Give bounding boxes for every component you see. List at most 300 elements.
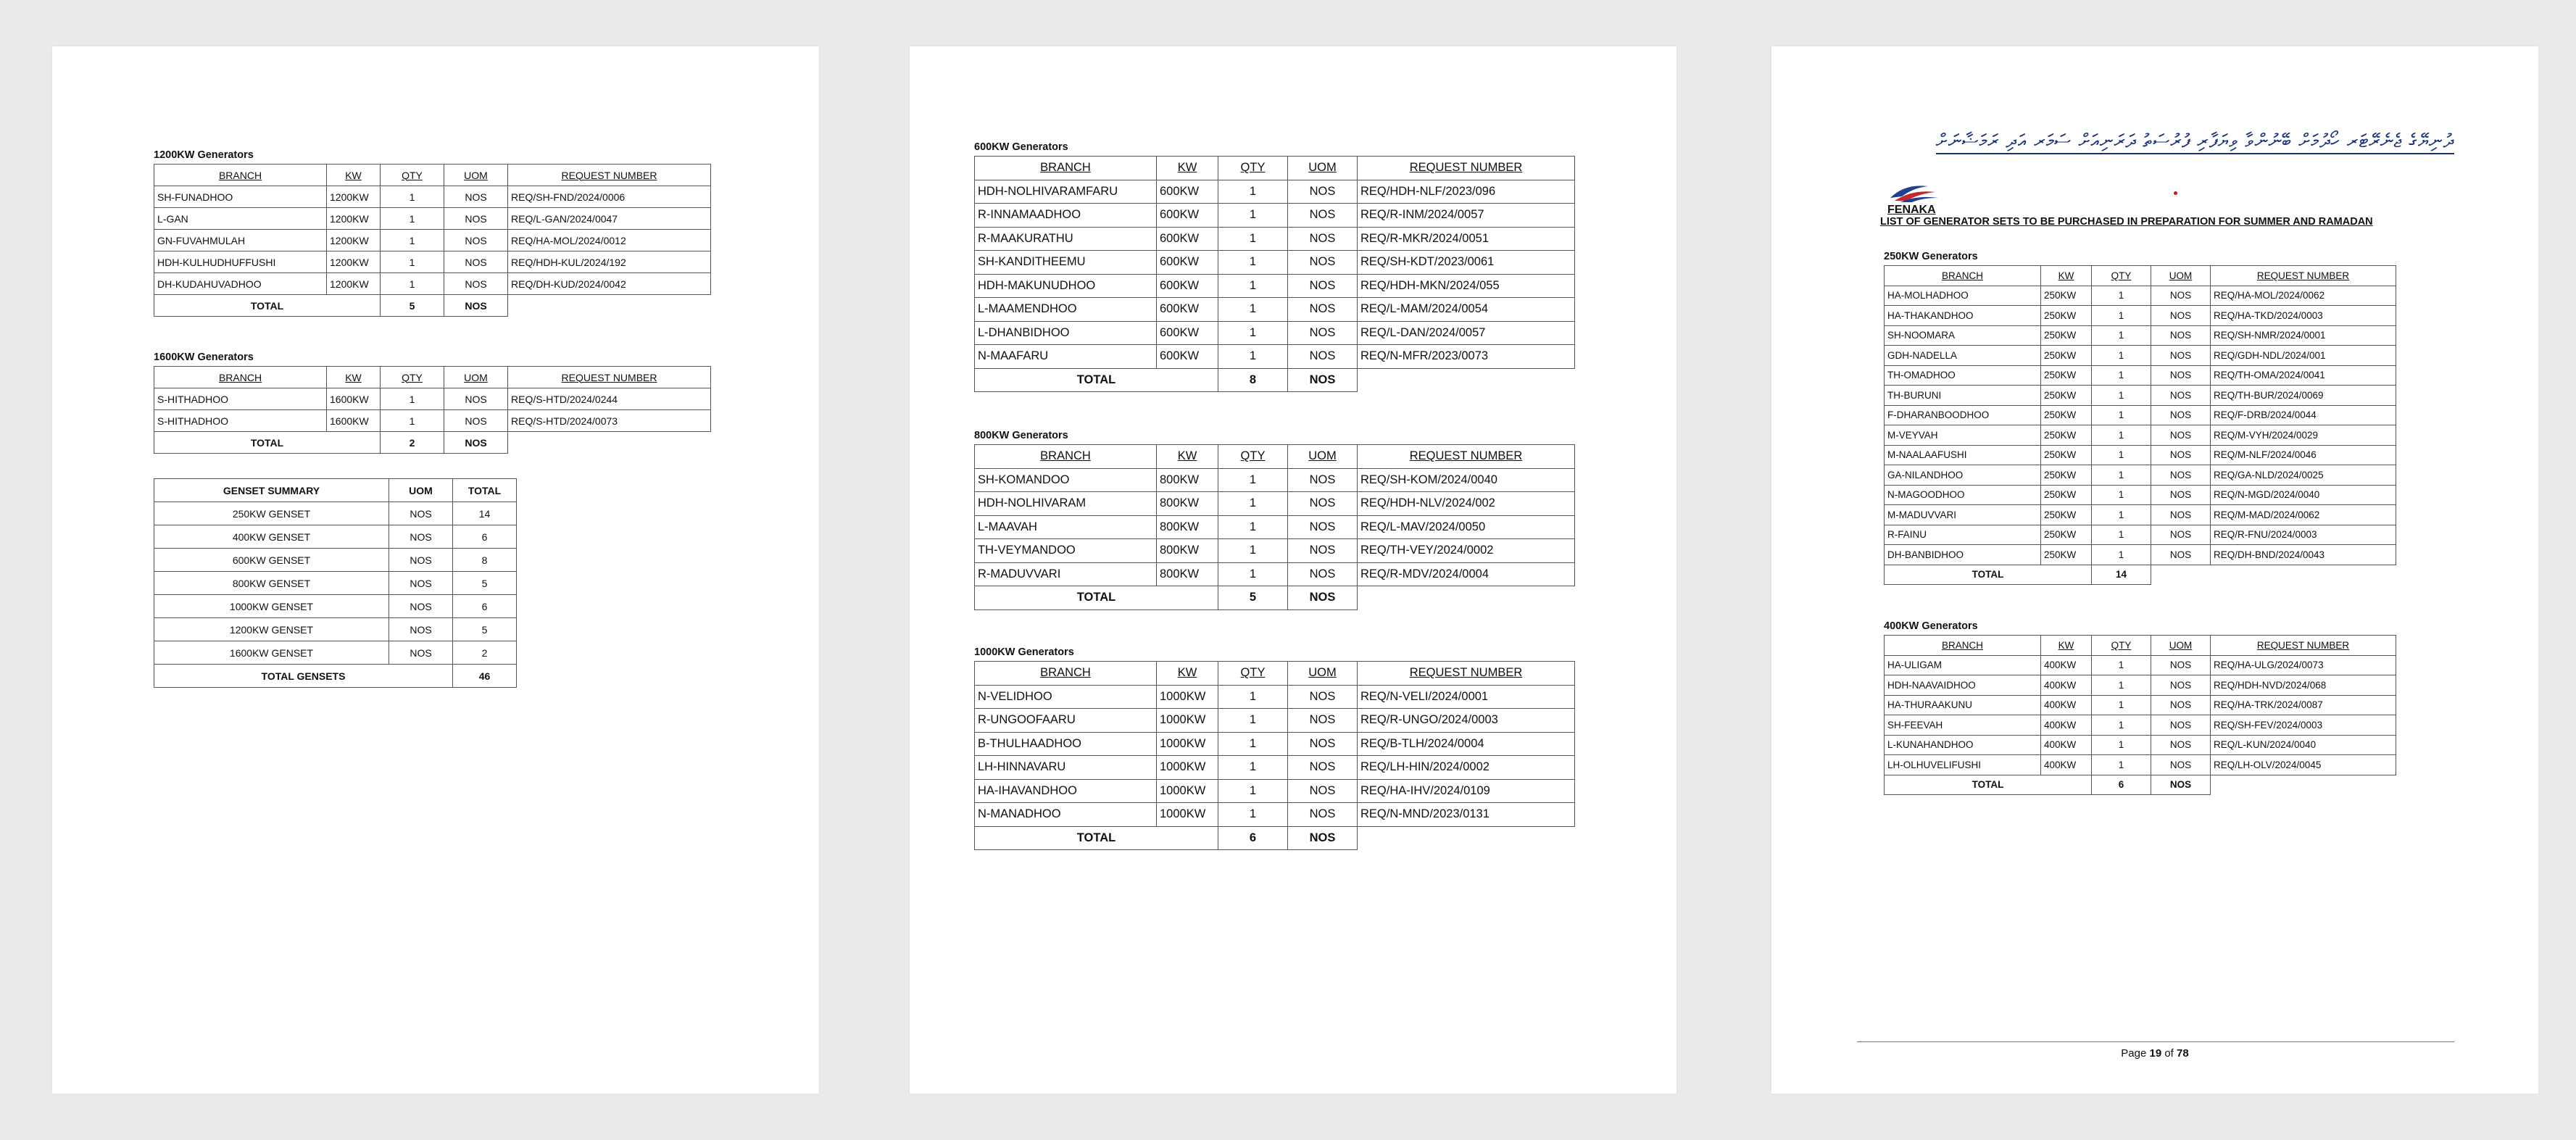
summary-row	[154, 502, 517, 525]
table-row	[1885, 286, 2396, 306]
table-cell: 1	[2092, 346, 2151, 366]
table-cell: REQ/B-TLH/2024/0004	[1358, 732, 1575, 756]
table-cell: 800KW	[1157, 562, 1218, 586]
table-cell: 1	[2092, 505, 2151, 525]
logo-mark-icon	[1887, 180, 1954, 204]
table-cell: HDH-KULHUDHUFFUSHI	[154, 251, 327, 273]
column-header: REQUEST NUMBER	[1358, 662, 1575, 686]
total-uom: NOS	[1288, 586, 1358, 610]
table-cell: TH-OMADHOO	[1885, 365, 2041, 386]
table-row	[154, 273, 711, 295]
total-qty: 5	[381, 295, 444, 317]
table-cell: REQ/N-MND/2023/0131	[1358, 803, 1575, 827]
table-cell: REQ/S-HTD/2024/0244	[508, 388, 711, 410]
table-cell: REQ/HDH-NLV/2024/002	[1358, 492, 1575, 516]
table-cell: NOS	[444, 208, 508, 230]
total-blank-cell	[1358, 586, 1575, 610]
section-title: 1600KW Generators	[154, 351, 254, 363]
table-cell: NOS	[1288, 298, 1358, 322]
summary-row	[154, 549, 517, 572]
section-800kw	[974, 430, 1575, 610]
section-title: 800KW Generators	[974, 430, 1068, 441]
table-cell: R-UNGOOFAARU	[975, 709, 1157, 733]
table-cell: NOS	[2151, 715, 2211, 736]
section-title: 600KW Generators	[974, 141, 1068, 153]
table-cell: 800KW	[1157, 515, 1218, 539]
table-cell: 1	[1218, 709, 1288, 733]
footer-of: of	[2161, 1047, 2177, 1060]
table-cell: REQ/L-MAV/2024/0050	[1358, 515, 1575, 539]
table-row	[975, 227, 1575, 251]
table-cell: NOS	[1288, 274, 1358, 298]
table-row	[1885, 465, 2396, 486]
total-uom: NOS	[1288, 368, 1358, 392]
summary-cell: 2	[453, 641, 517, 665]
table-row	[154, 410, 711, 432]
table-cell: S-HITHADHOO	[154, 410, 327, 432]
table-cell: SH-NOOMARA	[1885, 325, 2041, 346]
column-header: KW	[327, 367, 381, 388]
red-dot-mark	[2174, 191, 2177, 195]
summary-cell: 400KW GENSET	[154, 525, 389, 549]
table-row	[1885, 755, 2396, 775]
table-cell: REQ/GA-NLD/2024/0025	[2211, 465, 2396, 486]
table-cell: 1	[2092, 485, 2151, 505]
column-header: QTY	[1218, 157, 1288, 180]
table-cell: 1000KW	[1157, 732, 1218, 756]
table-row	[975, 251, 1575, 275]
table-cell: 1	[2092, 755, 2151, 775]
table-cell: 600KW	[1157, 227, 1218, 251]
table-cell: REQ/TH-OMA/2024/0041	[2211, 365, 2396, 386]
column-header: BRANCH	[975, 157, 1157, 180]
table-cell: 800KW	[1157, 468, 1218, 492]
table-cell: 800KW	[1157, 492, 1218, 516]
table-cell: 600KW	[1157, 204, 1218, 228]
table-cell: REQ/HDH-MKN/2024/055	[1358, 274, 1575, 298]
section-title: 400KW Generators	[1884, 620, 1978, 632]
table-cell: 1	[2092, 286, 2151, 306]
table-row	[154, 251, 711, 273]
table-cell: 1000KW	[1157, 756, 1218, 780]
table-cell: 1200KW	[327, 273, 381, 295]
table-cell: R-FAINU	[1885, 525, 2041, 545]
summary-cell: 600KW GENSET	[154, 549, 389, 572]
total-uom: NOS	[2151, 775, 2211, 795]
column-header: BRANCH	[1885, 266, 2041, 286]
table-cell: REQ/SH-NMR/2024/0001	[2211, 325, 2396, 346]
table-header-row	[1885, 636, 2396, 656]
table-cell: NOS	[2151, 735, 2211, 755]
table-cell: DH-BANBIDHOO	[1885, 545, 2041, 565]
table-cell: NOS	[1288, 251, 1358, 275]
table-cell: NOS	[2151, 286, 2211, 306]
table-row	[1885, 485, 2396, 505]
summary-cell: 14	[453, 502, 517, 525]
table-cell: 1	[1218, 492, 1288, 516]
table-cell: REQ/M-VYH/2024/0029	[2211, 425, 2396, 446]
table-cell: 1	[381, 410, 444, 432]
table-cell: 1	[1218, 251, 1288, 275]
column-header: UOM	[2151, 636, 2211, 656]
table-cell: REQ/R-MDV/2024/0004	[1358, 562, 1575, 586]
table-cell: 600KW	[1157, 345, 1218, 369]
table-cell: 800KW	[1157, 539, 1218, 563]
table-cell: HA-IHAVANDHOO	[975, 779, 1157, 803]
total-blank-cell	[2211, 775, 2396, 795]
table-cell: 1	[1218, 274, 1288, 298]
table-cell: 1	[2092, 306, 2151, 326]
table-cell: GDH-NADELLA	[1885, 346, 2041, 366]
total-blank-cell	[508, 432, 711, 454]
table-cell: HDH-NAAVAIDHOO	[1885, 675, 2041, 696]
summary-cell: 6	[453, 595, 517, 618]
table-cell: NOS	[1288, 732, 1358, 756]
summary-header-row	[154, 479, 517, 502]
table-cell: 1	[2092, 405, 2151, 425]
table-row	[975, 709, 1575, 733]
total-label: TOTAL	[154, 432, 381, 454]
page-footer	[1771, 1047, 2538, 1060]
genset-summary-table	[154, 478, 517, 688]
table-cell: REQ/SH-KDT/2023/0061	[1358, 251, 1575, 275]
table-cell: 400KW	[2041, 755, 2092, 775]
table-cell: REQ/HA-ULG/2024/0073	[2211, 655, 2396, 675]
summary-row	[154, 525, 517, 549]
table-cell: REQ/TH-BUR/2024/0069	[2211, 386, 2396, 406]
table-cell: HDH-NOLHIVARAMFARU	[975, 180, 1157, 204]
total-row	[154, 432, 711, 454]
table-header-row	[154, 367, 711, 388]
fenaka-logo	[1887, 180, 1954, 217]
table-cell: 1	[2092, 675, 2151, 696]
table-cell: N-MAGOODHOO	[1885, 485, 2041, 505]
table-cell: 1	[2092, 545, 2151, 565]
column-header: BRANCH	[1885, 636, 2041, 656]
table-cell: NOS	[2151, 655, 2211, 675]
table-cell: REQ/L-DAN/2024/0057	[1358, 321, 1575, 345]
table-cell: NOS	[1288, 562, 1358, 586]
table-cell: NOS	[1288, 180, 1358, 204]
table-cell: NOS	[444, 410, 508, 432]
column-header: REQUEST NUMBER	[508, 367, 711, 388]
total-label: TOTAL	[975, 586, 1218, 610]
summary-row	[154, 572, 517, 595]
column-header: BRANCH	[154, 367, 327, 388]
total-row	[975, 586, 1575, 610]
table-cell: GN-FUVAHMULAH	[154, 230, 327, 251]
summary-total-label: TOTAL GENSETS	[154, 665, 453, 688]
generator-table	[154, 164, 711, 317]
table-cell: REQ/HA-TKD/2024/0003	[2211, 306, 2396, 326]
table-cell: 1	[1218, 562, 1288, 586]
total-row	[1885, 775, 2396, 795]
table-cell: NOS	[444, 230, 508, 251]
table-cell: NOS	[1288, 345, 1358, 369]
table-cell: NOS	[444, 251, 508, 273]
section-400kw	[1884, 620, 2396, 795]
table-cell: 250KW	[2041, 505, 2092, 525]
generator-table	[1884, 635, 2396, 795]
table-cell: 1	[2092, 695, 2151, 715]
table-cell: NOS	[444, 273, 508, 295]
total-label: TOTAL	[1885, 565, 2092, 585]
table-cell: 1000KW	[1157, 685, 1218, 709]
table-cell: HDH-NOLHIVARAM	[975, 492, 1157, 516]
summary-row	[154, 618, 517, 641]
table-row	[1885, 655, 2396, 675]
table-row	[975, 803, 1575, 827]
table-cell: REQ/HA-TRK/2024/0087	[2211, 695, 2396, 715]
summary-header-cell: UOM	[389, 479, 453, 502]
section-genset-summary	[154, 478, 517, 688]
table-cell: 1	[1218, 298, 1288, 322]
table-cell: SH-FEEVAH	[1885, 715, 2041, 736]
table-cell: 400KW	[2041, 735, 2092, 755]
table-header-row	[1885, 266, 2396, 286]
section-1200kw	[154, 149, 711, 317]
table-cell: NOS	[1288, 539, 1358, 563]
column-header: REQUEST NUMBER	[508, 165, 711, 186]
table-cell: NOS	[2151, 505, 2211, 525]
table-cell: 400KW	[2041, 655, 2092, 675]
table-cell: REQ/R-FNU/2024/0003	[2211, 525, 2396, 545]
table-cell: 1000KW	[1157, 803, 1218, 827]
table-cell: 250KW	[2041, 365, 2092, 386]
table-cell: REQ/L-MAM/2024/0054	[1358, 298, 1575, 322]
total-row	[975, 826, 1575, 850]
table-cell: REQ/R-UNGO/2024/0003	[1358, 709, 1575, 733]
table-cell: NOS	[2151, 346, 2211, 366]
table-cell: REQ/N-VELI/2024/0001	[1358, 685, 1575, 709]
column-header: UOM	[1288, 157, 1358, 180]
table-cell: NOS	[2151, 525, 2211, 545]
table-cell: NOS	[2151, 425, 2211, 446]
summary-cell: 1600KW GENSET	[154, 641, 389, 665]
summary-header-cell: GENSET SUMMARY	[154, 479, 389, 502]
summary-cell: 8	[453, 549, 517, 572]
table-row	[1885, 715, 2396, 736]
summary-cell: 6	[453, 525, 517, 549]
footer-divider	[1857, 1041, 2454, 1042]
table-row	[975, 515, 1575, 539]
table-cell: HA-THAKANDHOO	[1885, 306, 2041, 326]
table-cell: 1	[1218, 345, 1288, 369]
table-cell: NOS	[1288, 756, 1358, 780]
table-cell: 400KW	[2041, 715, 2092, 736]
table-cell: L-GAN	[154, 208, 327, 230]
table-cell: NOS	[2151, 465, 2211, 486]
table-cell: 1600KW	[327, 410, 381, 432]
table-cell: NOS	[2151, 755, 2211, 775]
table-cell: 1	[1218, 539, 1288, 563]
generator-table	[974, 661, 1575, 850]
summary-cell: 1200KW GENSET	[154, 618, 389, 641]
column-header: REQUEST NUMBER	[2211, 636, 2396, 656]
column-header: KW	[1157, 662, 1218, 686]
table-cell: 1	[2092, 325, 2151, 346]
table-cell: 1	[2092, 465, 2151, 486]
total-qty: 5	[1218, 586, 1288, 610]
table-row	[154, 186, 711, 208]
total-qty: 2	[381, 432, 444, 454]
table-cell: REQ/L-GAN/2024/0047	[508, 208, 711, 230]
table-row	[1885, 386, 2396, 406]
table-row	[975, 298, 1575, 322]
column-header: BRANCH	[154, 165, 327, 186]
table-cell: 1	[381, 273, 444, 295]
table-cell: 1	[1218, 321, 1288, 345]
table-cell: L-KUNAHANDHOO	[1885, 735, 2041, 755]
table-row	[975, 492, 1575, 516]
table-cell: REQ/HA-MOL/2024/0062	[2211, 286, 2396, 306]
generator-table	[154, 366, 711, 454]
table-cell: SH-KOMANDOO	[975, 468, 1157, 492]
table-cell: 1	[2092, 386, 2151, 406]
table-cell: 1000KW	[1157, 709, 1218, 733]
table-cell: LH-HINNAVARU	[975, 756, 1157, 780]
table-cell: REQ/DH-BND/2024/0043	[2211, 545, 2396, 565]
table-cell: REQ/LH-HIN/2024/0002	[1358, 756, 1575, 780]
column-header: REQUEST NUMBER	[1358, 157, 1575, 180]
column-header: UOM	[2151, 266, 2211, 286]
table-row	[1885, 545, 2396, 565]
table-cell: HDH-MAKUNUDHOO	[975, 274, 1157, 298]
table-cell: 1	[1218, 227, 1288, 251]
table-cell: NOS	[1288, 803, 1358, 827]
table-cell: REQ/HA-IHV/2024/0109	[1358, 779, 1575, 803]
column-header: QTY	[2092, 266, 2151, 286]
table-cell: REQ/HDH-KUL/2024/192	[508, 251, 711, 273]
column-header: UOM	[1288, 445, 1358, 469]
table-row	[1885, 346, 2396, 366]
table-row	[154, 208, 711, 230]
table-cell: 600KW	[1157, 321, 1218, 345]
column-header: UOM	[444, 367, 508, 388]
summary-cell: NOS	[389, 525, 453, 549]
table-cell: REQ/SH-FEV/2024/0003	[2211, 715, 2396, 736]
table-row	[1885, 445, 2396, 465]
table-cell: N-MANADHOO	[975, 803, 1157, 827]
table-cell: B-THULHAADHOO	[975, 732, 1157, 756]
table-cell: NOS	[444, 388, 508, 410]
table-cell: REQ/DH-KUD/2024/0042	[508, 273, 711, 295]
table-cell: NOS	[2151, 545, 2211, 565]
total-uom: NOS	[444, 295, 508, 317]
table-cell: 1	[2092, 425, 2151, 446]
table-cell: 250KW	[2041, 325, 2092, 346]
table-cell: 400KW	[2041, 675, 2092, 696]
table-row	[154, 230, 711, 251]
summary-cell: 1000KW GENSET	[154, 595, 389, 618]
table-cell: 1	[381, 208, 444, 230]
table-row	[975, 539, 1575, 563]
column-header: QTY	[381, 367, 444, 388]
table-cell: 1200KW	[327, 251, 381, 273]
table-cell: M-VEYVAH	[1885, 425, 2041, 446]
table-cell: 1000KW	[1157, 779, 1218, 803]
table-cell: NOS	[2151, 306, 2211, 326]
table-cell: HA-MOLHADHOO	[1885, 286, 2041, 306]
column-header: UOM	[444, 165, 508, 186]
column-header: BRANCH	[975, 662, 1157, 686]
column-header: UOM	[1288, 662, 1358, 686]
table-cell: F-DHARANBOODHOO	[1885, 405, 2041, 425]
table-cell: TH-VEYMANDOO	[975, 539, 1157, 563]
table-cell: L-MAAVAH	[975, 515, 1157, 539]
total-blank-cell	[508, 295, 711, 317]
summary-cell: NOS	[389, 595, 453, 618]
table-cell: REQ/S-HTD/2024/0073	[508, 410, 711, 432]
table-cell: M-MADUVVARI	[1885, 505, 2041, 525]
table-cell: 1	[1218, 204, 1288, 228]
table-header-row	[975, 157, 1575, 180]
table-cell: 1	[1218, 468, 1288, 492]
total-label: TOTAL	[975, 826, 1218, 850]
table-cell: 250KW	[2041, 386, 2092, 406]
table-cell: REQ/N-MGD/2024/0040	[2211, 485, 2396, 505]
table-cell: NOS	[2151, 325, 2211, 346]
table-cell: 1200KW	[327, 186, 381, 208]
table-cell: S-HITHADHOO	[154, 388, 327, 410]
table-cell: R-INNAMAADHOO	[975, 204, 1157, 228]
summary-cell: 5	[453, 618, 517, 641]
table-cell: 250KW	[2041, 425, 2092, 446]
table-cell: NOS	[1288, 492, 1358, 516]
total-page-number: 78	[2177, 1047, 2189, 1060]
document-page-3	[1771, 46, 2538, 1094]
section-title: 1200KW Generators	[154, 149, 254, 161]
table-cell: 600KW	[1157, 180, 1218, 204]
table-cell: 250KW	[2041, 545, 2092, 565]
footer-prefix: Page	[2121, 1047, 2150, 1060]
table-cell: REQ/R-INM/2024/0057	[1358, 204, 1575, 228]
total-uom: NOS	[1288, 826, 1358, 850]
total-qty: 8	[1218, 368, 1288, 392]
table-cell: NOS	[2151, 485, 2211, 505]
table-cell: REQ/HDH-NLF/2023/096	[1358, 180, 1575, 204]
table-header-row	[975, 445, 1575, 469]
table-cell: REQ/N-MFR/2023/0073	[1358, 345, 1575, 369]
table-cell: R-MAAKURATHU	[975, 227, 1157, 251]
table-cell: 1	[2092, 525, 2151, 545]
table-cell: REQ/L-KUN/2024/0040	[2211, 735, 2396, 755]
table-cell: N-MAAFARU	[975, 345, 1157, 369]
table-row	[1885, 505, 2396, 525]
table-cell: SH-FUNADHOO	[154, 186, 327, 208]
total-label: TOTAL	[154, 295, 381, 317]
table-cell: 1	[381, 251, 444, 273]
table-row	[1885, 365, 2396, 386]
summary-cell: 5	[453, 572, 517, 595]
table-cell: NOS	[2151, 695, 2211, 715]
table-row	[1885, 306, 2396, 326]
column-header: KW	[2041, 636, 2092, 656]
table-cell: NOS	[444, 186, 508, 208]
table-row	[975, 204, 1575, 228]
section-600kw	[974, 141, 1575, 392]
total-label: TOTAL	[1885, 775, 2092, 795]
summary-cell: NOS	[389, 549, 453, 572]
table-row	[975, 321, 1575, 345]
table-row	[975, 732, 1575, 756]
table-cell: 1	[1218, 803, 1288, 827]
column-header: KW	[1157, 157, 1218, 180]
document-page-2	[910, 46, 1677, 1094]
table-row	[975, 685, 1575, 709]
table-cell: NOS	[2151, 405, 2211, 425]
document-page-1	[52, 46, 819, 1094]
